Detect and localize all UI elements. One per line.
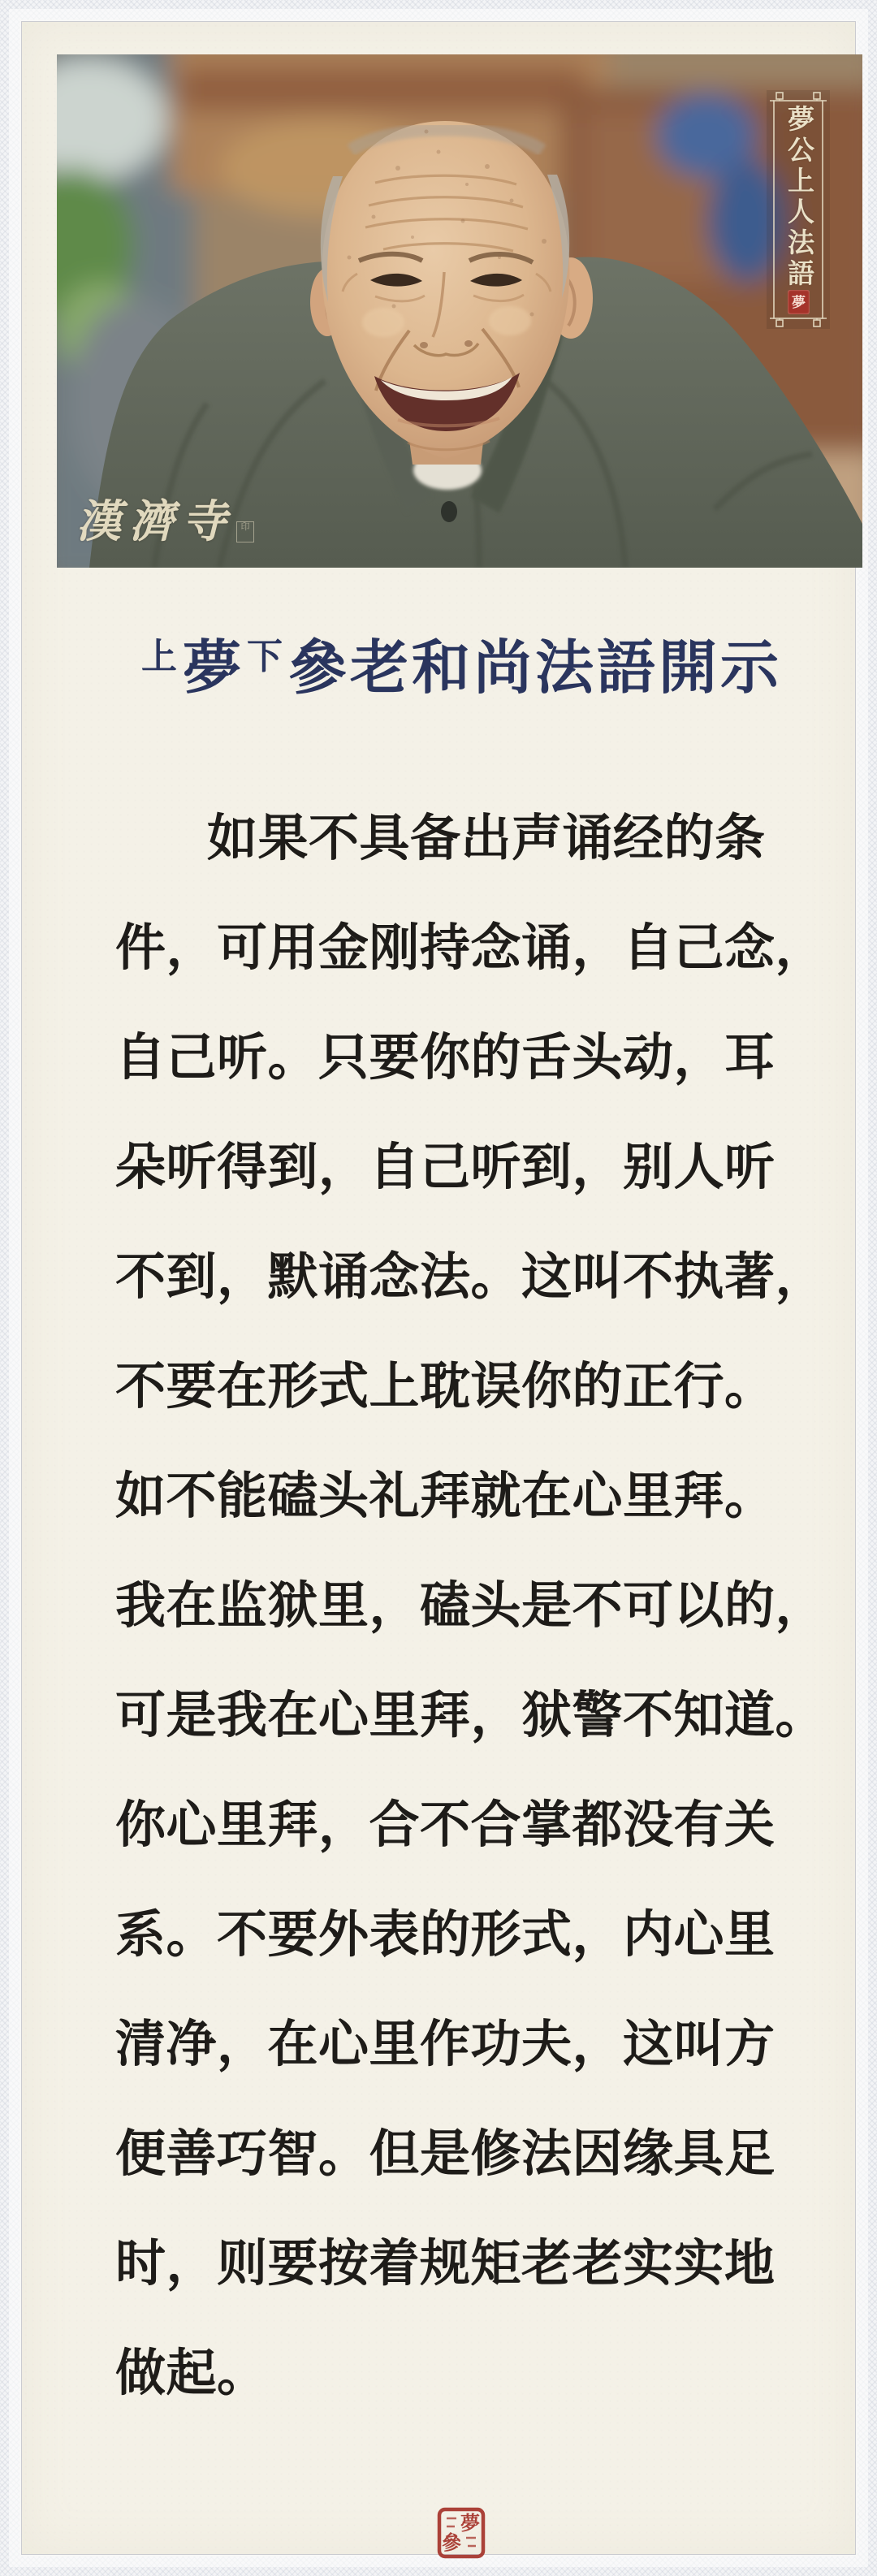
body-line: 自己听。只要你的舌头动，耳 — [115, 1031, 775, 1086]
footer-seal-char-2: 參 — [442, 2533, 461, 2554]
dharma-teaching-paragraph — [115, 784, 830, 2429]
footer-seal-graphic — [437, 2507, 486, 2559]
body-line: 如果不具备出声诵经的条 — [207, 811, 766, 867]
watermark-seal-icon: 印 — [236, 521, 254, 542]
body-line: 不到，默诵念法。这叫不执著， — [115, 1250, 827, 1305]
body-line: 不要在形式上耽误你的正行。 — [115, 1359, 775, 1415]
footer-seal-char-1: 夢 — [460, 2513, 480, 2535]
body-line: 时，则要按着规矩老老实实地 — [115, 2237, 775, 2292]
footer-red-seal-icon — [437, 2507, 486, 2559]
plaque-red-seal-icon — [788, 290, 810, 314]
monk-photo-illustration — [57, 54, 862, 568]
body-line: 可是我在心里拜，狱警不知道。 — [115, 1688, 827, 1744]
watermark-text: 漢濟寺 — [76, 497, 235, 547]
body-line: 件，可用金刚持念诵，自己念， — [115, 921, 827, 976]
title-honorific-bottom: 下 — [247, 637, 286, 676]
title-first-char: 夢 — [182, 636, 244, 701]
monk-photo — [57, 54, 862, 568]
body-line: 便善巧智。但是修法因缘具足 — [115, 2127, 775, 2182]
plaque-vertical-text: 夢公上人法語 — [784, 105, 813, 290]
title-main-text: 參老和尚法語開示 — [288, 636, 783, 701]
page-title — [22, 626, 877, 711]
body-line: 我在监狱里，磕头是不可以的， — [115, 1579, 827, 1634]
body-line: 清净，在心里作功夫，这叫方 — [115, 2017, 775, 2072]
paper-background — [22, 22, 855, 2554]
body-line: 朵听得到，自己听到，别人听 — [115, 1140, 775, 1195]
body-line: 系。不要外表的形式，内心里 — [115, 1908, 775, 1963]
body-line: 做起。 — [115, 2346, 268, 2401]
body-line: 如不能磕头礼拜就在心里拜。 — [115, 1469, 775, 1524]
title-plaque — [767, 90, 830, 329]
watermark — [76, 497, 254, 547]
plaque-seal-char: 夢 — [792, 294, 806, 310]
title-honorific-top: 上 — [140, 637, 180, 676]
body-line: 你心里拜，合不合掌都没有关 — [115, 1798, 775, 1853]
